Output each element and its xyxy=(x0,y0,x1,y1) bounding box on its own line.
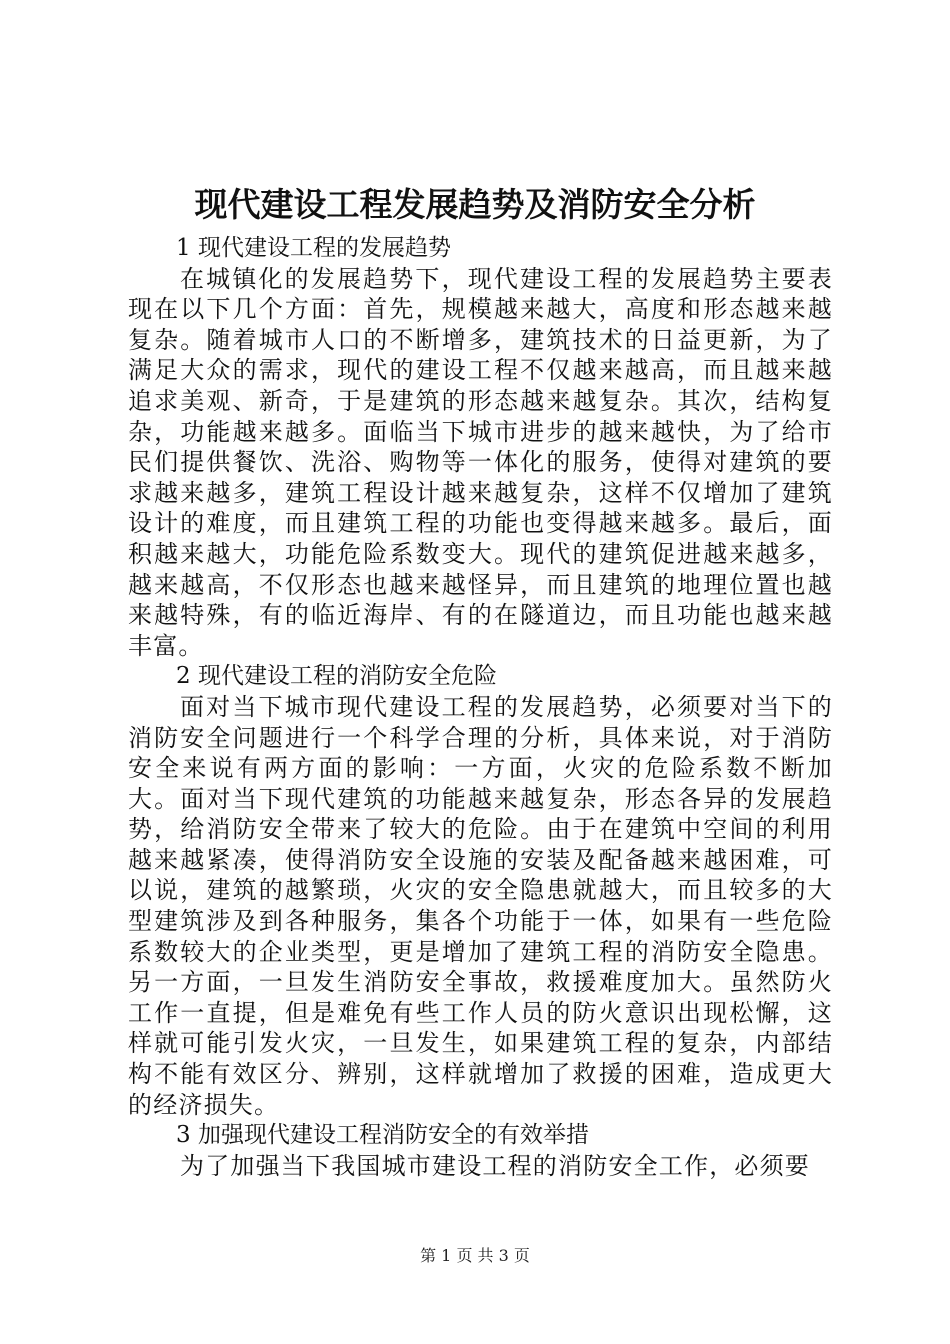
document-title: 现代建设工程发展趋势及消防安全分析 xyxy=(194,185,756,224)
section-paragraph-3: 为了加强当下我国城市建设工程的消防安全工作，必须要 xyxy=(180,1151,810,1180)
section-paragraph-2: 面对当下城市现代建设工程的发展趋势，必须要对当下的消防安全问题进行一个科学合理的分析，具体来说，对于消防安全来说有两方面的影响：一方面，火灾的危险系数不断加大。面对当下现代建筑的功能越来越复杂，形态各异的发展趋势，给消防安全带来了较大的危险。由于在建筑中空间的利用越来越紧凑，使得消防安全设施的安装及配备越来越困难，可以说，建筑的越繁琐，火灾的安全隐患就越大，而且较多的大型建筑涉及到各种服务，集各个功能于一体，如果有一些危险系数较大的企业类型，更是增加了建筑工程的消防安全隐患。另一方面，一旦发生消防安全事故，救援难度加大。虽然防火工作一直提，但是难免有些工作人员的防火意识出现松懈，这样就可能引发火灾，一旦发生，如果建筑工程的复杂，内部结构不能有效区分、辨别，这样就增加了救援的困难，造成更大的经济损失。 xyxy=(128,692,833,1119)
section-heading-3: 3 加强现代建设工程消防安全的有效举措 xyxy=(176,1122,589,1149)
document-body xyxy=(128,233,833,1181)
section-heading-1: 1 现代建设工程的发展趋势 xyxy=(176,235,451,261)
section-heading-2: 2 现代建设工程的消防安全危险 xyxy=(176,663,497,690)
section-paragraph-1: 在城镇化的发展趋势下，现代建设工程的发展趋势主要表现在以下几个方面：首先，规模越来越大，高度和形态越来越复杂。随着城市人口的不断增多，建筑技术的日益更新，为了满足大众的需求，现代的建设工程不仅越来越高，而且越来越追求美观、新奇，于是建筑的形态越来越复杂。其次，结构复杂，功能越来越多。面临当下城市进步的越来越快，为了给市民们提供餐饮、洗浴、购物等一体化的服务，使得对建筑的要求越来越多，建筑工程设计越来越复杂，这样不仅增加了建筑设计的难度，而且建筑工程的功能也变得越来越多。最后，面积越来越大，功能危险系数变大。现代的建筑促进越来越多，越来越高，不仅形态也越来越怪异，而且建筑的地理位置也越来越特殊，有的临近海岸、有的在隧道边，而且功能也越来越丰富。 xyxy=(128,264,833,660)
page-footer: 第 1 页 共 3 页 xyxy=(420,1246,530,1265)
